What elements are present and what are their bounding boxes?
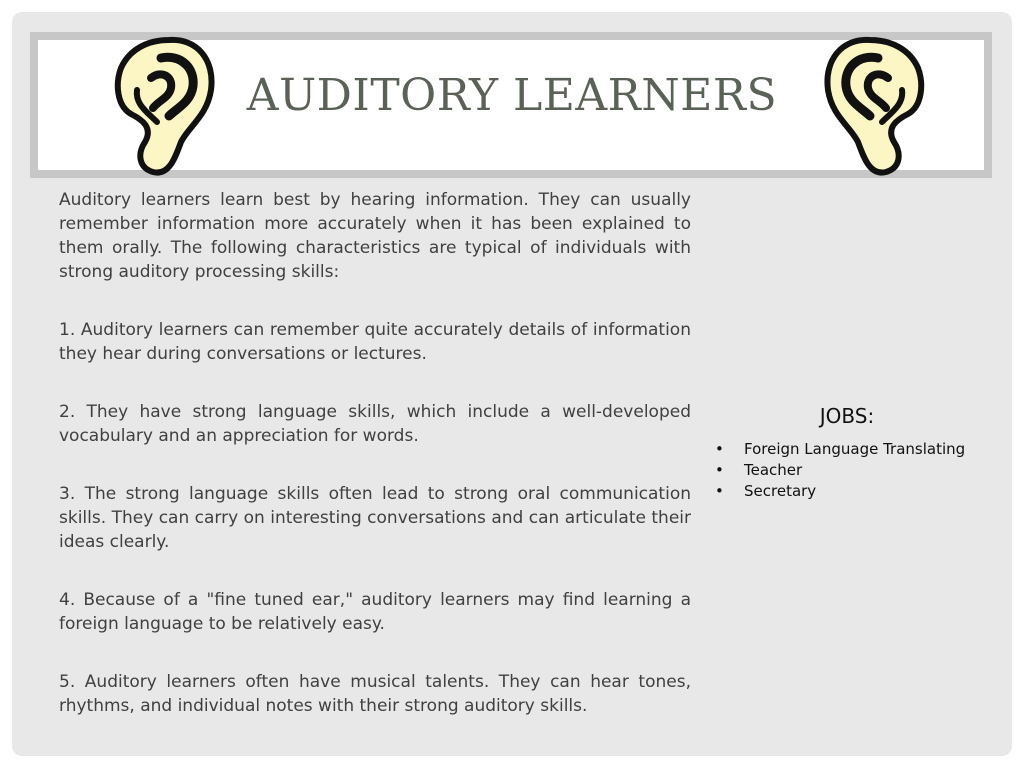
jobs-list [712,439,1012,502]
job-label: Foreign Language Translating [744,440,966,458]
intro-paragraph: Auditory learners learn best by hearing information. They can usually remember information more accurately when it has been explained to them orally. The following characteristics are typical of individuals with strong auditory processing skills: [59,190,691,282]
characteristic-paragraph-2: 2. They have strong language skills, which include a well-developed vocabulary and an appreciation for words. [59,402,691,446]
list-item [712,439,1012,460]
slide [12,12,1012,756]
characteristic-paragraph-5: 5. Auditory learners often have musical talents. They can hear tones, rhythms, and individual notes with their strong auditory skills. [59,672,691,716]
job-label: Teacher [744,461,803,479]
characteristic-paragraph-1: 1. Auditory learners can remember quite accurately details of information they hear during conversations or lectures. [59,320,691,364]
ear-icon [822,30,932,180]
bullet-icon: • [715,440,724,458]
characteristic-paragraph-4: 4. Because of a "fine tuned ear," auditory learners may find learning a foreign language to be relatively easy. [59,590,691,634]
list-item [712,481,1012,502]
list-item [712,460,1012,481]
job-label: Secretary [744,482,817,500]
jobs-heading: JOBS: [819,404,875,428]
ear-icon [107,30,217,180]
bullet-icon: • [715,461,724,479]
slide-title: AUDITORY LEARNERS [246,70,778,121]
body-text [59,188,691,752]
characteristic-paragraph-3: 3. The strong language skills often lead to strong oral communication skills. They can carry on interesting conversations and can articulate their ideas clearly. [59,484,691,552]
bullet-icon: • [715,482,724,500]
